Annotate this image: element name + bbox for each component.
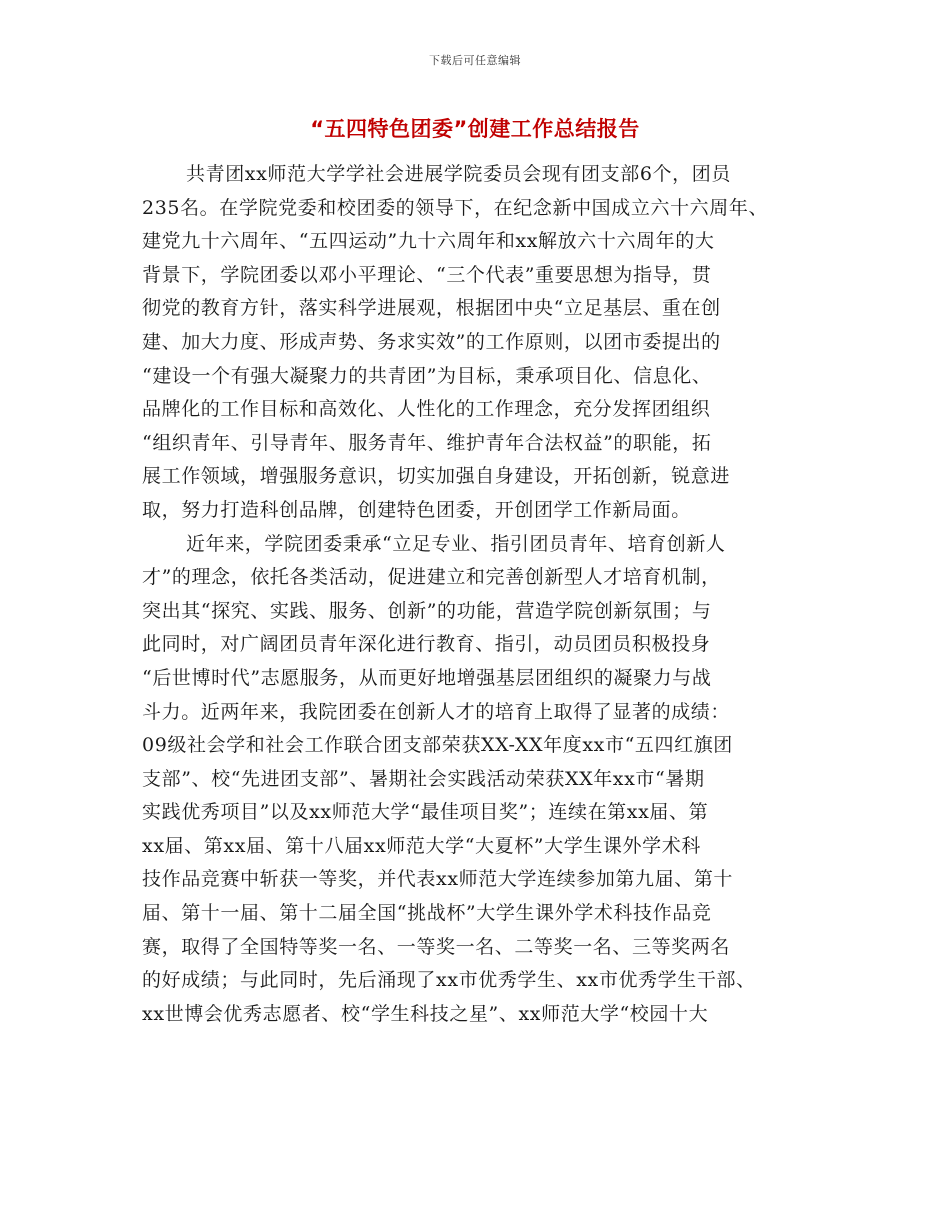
paragraph-line: 的好成绩；与此同时，先后涌现了xx市优秀学生、xx市优秀学生干部、: [142, 969, 756, 992]
paragraph-line: 建党九十六周年、“五四运动”九十六周年和xx解放六十六周年的大: [142, 230, 715, 253]
paragraph-line: 品牌化的工作目标和高效化、人性化的工作理念，充分发挥团组织: [142, 398, 711, 421]
paragraph-line: 彻党的教育方针，落实科学进展观，根据团中央“立足基层、重在创: [142, 297, 721, 320]
paragraph-line: 突出其“探究、实践、服务、创新”的功能，营造学院创新氛围；与: [142, 599, 712, 622]
paragraph-line: 共青团xx师范大学学社会进展学院委员会现有团支部6个，团员: [186, 163, 731, 185]
paragraph-line: 此同时，对广阔团员青年深化进行教育、指引，动员团员积极投身: [142, 633, 711, 656]
paragraph-line: xx世博会优秀志愿者、校“学生科技之星”、xx师范大学“校园十大: [142, 1002, 709, 1025]
paragraph-line: xx届、第xx届、第十八届xx师范大学“大夏杯”大学生课外学术科: [142, 834, 701, 857]
paragraph-line: 届、第十一届、第十二届全国“挑战杯”大学生课外学术科技作品竞: [142, 902, 712, 925]
paragraph-line: 支部”、校“先进团支部”、暑期社会实践活动荣获XX年xx市“暑期: [142, 767, 705, 790]
paragraph-line: 背景下，学院团委以邓小平理论、“三个代表”重要思想为指导，贯: [142, 263, 712, 286]
paragraph-line: 技作品竞赛中斩获一等奖，并代表xx师范大学连续参加第九届、第十: [142, 868, 734, 891]
paragraph-line: 实践优秀项目”以及xx师范大学“最佳项目奖”；连续在第xx届、第: [142, 801, 709, 824]
document-title: “五四特色团委”创建工作总结报告: [310, 117, 640, 141]
paragraph-line: “建设一个有强大凝聚力的共青团”为目标，秉承项目化、信息化、: [142, 364, 712, 387]
document-body: [142, 158, 822, 1031]
paragraph-line: “后世博时代”志愿服务，从而更好地增强基层团组织的凝聚力与战: [142, 666, 712, 689]
paragraph-line: “组织青年、引导青年、服务青年、维护青年合法权益”的职能，拓: [142, 431, 712, 454]
paragraph-line: 09级社会学和社会工作联合团支部荣获XX-XX年度xx市“五四红旗团: [142, 734, 733, 757]
paragraph-line: 展工作领域，增强服务意识，切实加强自身建设，开拓创新，锐意进: [142, 465, 731, 488]
paragraph-line: 才”的理念，依托各类活动，促进建立和完善创新型人才培育机制，: [142, 566, 721, 589]
paragraph-line: 近年来，学院团委秉承“立足专业、指引团员青年、培育创新人: [186, 532, 726, 555]
paragraph-line: 235名。在学院党委和校团委的领导下，在纪念新中国成立六十六周年、: [142, 196, 769, 219]
paragraph-line: 建、加大力度、形成声势、务求实效”的工作原则，以团市委提出的: [142, 330, 721, 353]
header-note: 下载后可任意编辑: [429, 54, 521, 67]
paragraph-line: 斗力。近两年来，我院团委在创新人才的培育上取得了显著的成绩：: [142, 700, 731, 723]
paragraph-line: 赛，取得了全国特等奖一名、一等奖一名、二等奖一名、三等奖两名: [142, 935, 731, 958]
paragraph-line: 取，努力打造科创品牌，创建特色团委，开创团学工作新局面。: [142, 498, 691, 521]
